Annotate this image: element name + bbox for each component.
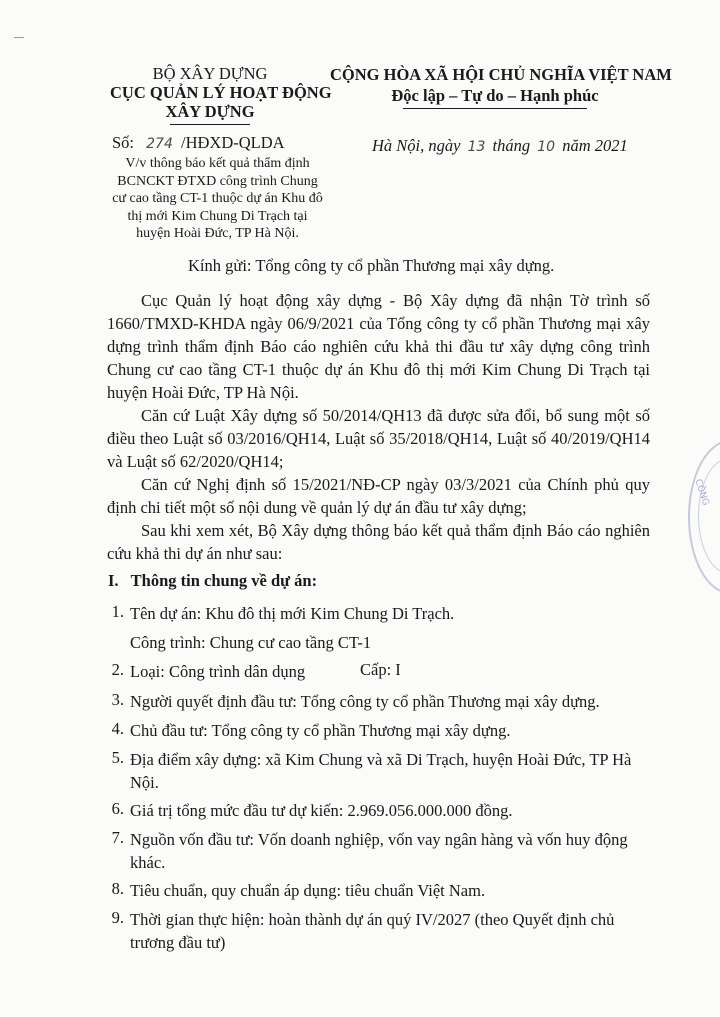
list-item-number: 2. [111,660,124,679]
list-item-number: 1. [111,602,124,621]
paragraph-conclusion: Sau khi xem xét, Bộ Xây dựng thông báo kết quả thẩm định Báo cáo nghiên cứu khả thi dự án như sau: [107,521,650,563]
ref-suffix: /HĐXD-QLDA [181,133,285,152]
list-item-number: 4. [111,719,124,738]
date-month-label: tháng [492,136,531,155]
motto-underline [403,108,587,109]
margin-mark [14,37,24,38]
ref-prefix: Số: [112,133,135,152]
date-line [372,136,628,156]
list-item-text: Loại: Công trình dân dụng [130,662,306,681]
department-name-line1: CỤC QUẢN LÝ HOẠT ĐỘNG [110,83,332,102]
national-motto: Độc lập – Tự do – Hạnh phúc [391,86,599,105]
subject-line: BCNCKT ĐTXD công trình Chung [117,173,318,189]
list-item-text: Thời gian thực hiện: hoàn thành dự án quý IV/2027 (theo Quyết định chủ trương đầu tư) [130,910,615,952]
subject-line: huyện Hoài Đức, TP Hà Nội. [136,226,299,241]
list-item-number: 5. [111,748,124,767]
list-item-text: Tiêu chuẩn, quy chuẩn áp dụng: tiêu chuẩn Việt Nam. [130,881,486,900]
country-name: CỘNG HÒA XÃ HỘI CHỦ NGHĨA VIỆT NAM [330,65,672,84]
section-number: I. [108,571,119,590]
list-item-text: Nguồn vốn đầu tư: Vốn doanh nghiệp, vốn vay ngân hàng và vốn huy động khác. [130,830,628,872]
subject-line: cư cao tầng CT-1 thuộc dự án Khu đô [112,191,323,206]
date-day-handwritten: 13 [467,139,486,155]
department-name-line2: XÂY DỰNG [165,102,255,121]
issuer-block [110,64,332,121]
list-item-text: Chủ đầu tư: Tổng công ty cổ phần Thương mại xây dựng. [130,721,511,740]
national-header [330,64,672,106]
stamp-text: CÔNG [692,478,711,507]
list-item-text: Địa điểm xây dựng: xã Kim Chung và xã Di Trạch, huyện Hoài Đức, TP Hà Nội. [130,750,632,792]
list-item-number: 7. [111,828,124,847]
subject-line: V/v thông báo kết quả thẩm định [125,156,310,171]
section-heading [108,571,317,591]
list-item-text: Tên dự án: Khu đô thị mới Kim Chung Di Trạch. [130,604,455,623]
list-item-number: 9. [111,908,124,927]
date-month-handwritten: 10 [537,139,556,155]
paragraph-legal-basis-law: Căn cứ Luật Xây dựng số 50/2014/QH13 đã được sửa đổi, bổ sung một số điều theo Luật số 03/2016/QH14, Luật số 35/2018/QH14, Luật số 40/2019/QH14 và Luật số 62/2020/QH14; [107,406,650,471]
paragraph-intro: Cục Quản lý hoạt động xây dựng - Bộ Xây dựng đã nhận Tờ trình số 1660/TMXD-KHDA ngày 06/9/2021 của Tổng công ty cổ phần Thương mại xây dựng trình thẩm định Báo cáo nghiên cứu khả thi đầu tư xây dựng công trình Chung cư cao tầng CT-1 thuộc dự án Khu đô thị mới Kim Chung Di Trạch tại huyện Hoài Đức, TP Hà Nội. [107,291,650,402]
list-item-text: Công trình: Chung cư cao tầng CT-1 [130,633,372,652]
paragraph-legal-basis-decree: Căn cứ Nghị định số 15/2021/NĐ-CP ngày 03/3/2021 của Chính phủ quy định chi tiết một số nội dung về quản lý dự án đầu tư xây dựng; [107,475,650,517]
issuer-underline [170,124,250,125]
subject-line: thị mới Kim Chung Di Trạch tại [127,208,308,224]
subject-block [105,155,330,243]
ref-number-handwritten: 274 [146,136,173,152]
list-item-text: Cấp: I [360,660,401,679]
list-item-text: Người quyết định đầu tư: Tổng công ty cổ phần Thương mại xây dựng. [130,692,600,711]
ref-number-line [112,133,285,153]
ministry-name: BỘ XÂY DỰNG [152,64,268,83]
list-item-number: 6. [111,799,124,818]
list-item-number: 3. [111,690,124,709]
section-title: Thông tin chung về dự án: [130,571,318,590]
salutation: Kính gửi: Tổng công ty cổ phần Thương mại xây dựng. [188,256,555,275]
date-prefix: Hà Nội, ngày [372,136,461,155]
list-item-number: 8. [111,879,124,898]
date-year: năm 2021 [562,136,628,155]
list-item-text: Giá trị tổng mức đầu tư dự kiến: 2.969.056.000.000 đồng. [130,801,513,820]
